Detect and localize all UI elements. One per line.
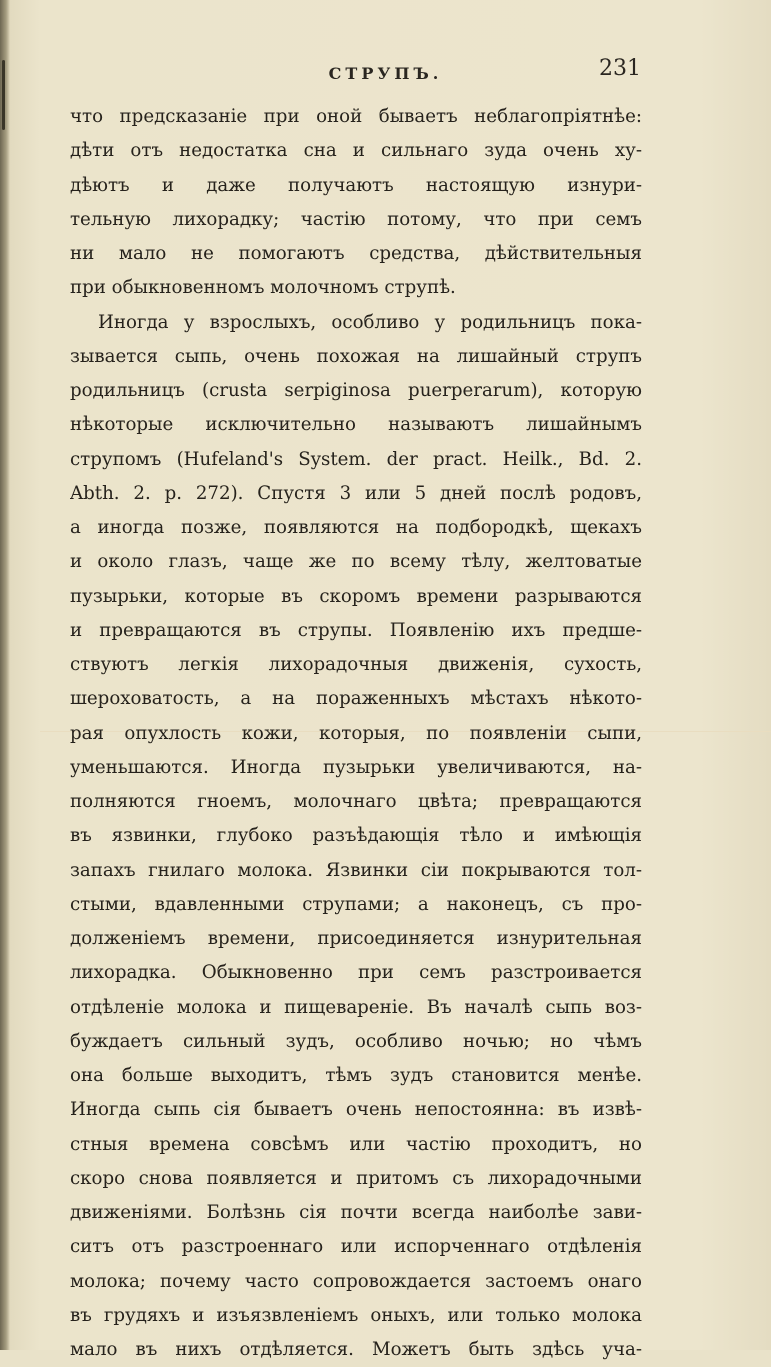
text-line: зывается сыпь, очень похожая на лишайный струпъ: [70, 345, 642, 367]
text-line: ствуютъ легкія лихорадочныя движенія, сухость,: [70, 654, 642, 675]
text-line: струпомъ (Hufeland's System. der pract. Heilk., Bd. 2.: [70, 448, 642, 470]
text-line: запахъ гнилаго молока. Язвинки сіи покрываются тол-: [70, 859, 642, 881]
text-line: ни мало не помогаютъ средства, дѣйствительныя: [70, 243, 642, 264]
text-line: Abth. 2. p. 272). Спустя 3 или 5 дней послѣ родовъ,: [70, 482, 642, 504]
text-line: тельную лихорадку; частію потому, что при семъ: [70, 208, 642, 230]
text-line: отдѣленіе молока и пищевареніе. Въ началѣ сыпь воз-: [70, 996, 642, 1018]
text-line: долженіемъ времени, присоединяется изнурительная: [70, 928, 642, 949]
text-line: Иногда сыпь сія бываетъ очень непостоянна: въ извѣ-: [70, 1099, 642, 1121]
text-line: буждаетъ сильный зудъ, особливо ночью; но чѣмъ: [70, 1030, 642, 1052]
text-line: Иногда у взрослыхъ, особливо у родильницъ пока-: [98, 311, 642, 333]
text-line: стныя времена совсѣмъ или частію проходитъ, но: [70, 1133, 642, 1155]
text-line: лихорадка. Обыкновенно при семъ разстроивается: [70, 962, 642, 984]
text-line: уменьшаются. Иногда пузырьки увеличиваются, на-: [70, 756, 642, 778]
text-line: нѣкоторые исключительно называютъ лишайнымъ: [70, 414, 642, 436]
text-line: въ язвинки, глубоко разъѣдающія тѣло и имѣющія: [70, 825, 642, 847]
text-line: въ грудяхъ и изъязвленіемъ оныхъ, или только молока: [70, 1304, 642, 1326]
text-line: дѣютъ и даже получаютъ настоящую изнури-: [70, 174, 642, 196]
text-line: скоро снова появляется и притомъ съ лихорадочными: [70, 1167, 642, 1189]
text-line: движеніями. Болѣзнь сія почти всегда наиболѣе зави-: [70, 1202, 642, 1223]
text-line: мало въ нихъ отдѣляется. Можетъ быть здѣсь уча-: [70, 1339, 642, 1360]
text-line: стыми, вдавленными струпами; а наконецъ, съ про-: [70, 893, 642, 915]
text-line: полняются гноемъ, молочнаго цвѣта; превращаются: [70, 791, 642, 812]
body-text: [70, 100, 642, 1367]
text-line: при обыкновенномъ молочномъ струпѣ.: [70, 277, 456, 299]
page-number: 231: [599, 56, 641, 81]
text-line: родильницъ (crusta serpiginosa puerperarum), которую: [70, 380, 642, 401]
text-line: молока; почему часто сопровождается застоемъ онаго: [70, 1270, 642, 1292]
text-line: и около глазъ, чаще же по всему тѣлу, желтоватые: [70, 551, 642, 573]
text-line: ситъ отъ разстроеннаго или испорченнаго отдѣленія: [70, 1236, 642, 1258]
text-line: пузырьки, которые въ скоромъ времени разрываются: [70, 585, 642, 607]
text-line: шероховатость, а на пораженныхъ мѣстахъ нѣкото-: [70, 688, 642, 710]
text-line: что предсказаніе при оной бываетъ неблагопріятнѣе:: [70, 106, 642, 127]
text-line: она больше выходитъ, тѣмъ зудъ становится менѣе.: [70, 1065, 642, 1086]
text-line: рая опухлость кожи, которыя, по появленіи сыпи,: [70, 722, 642, 744]
text-line: и превращаются въ струпы. Появленію ихъ предше-: [70, 619, 642, 641]
running-title: СТРУПЪ.: [328, 64, 443, 83]
text-line: а иногда позже, появляются на подбородкѣ, щекахъ: [70, 517, 642, 538]
text-line: дѣти отъ недостатка сна и сильнаго зуда очень ху-: [70, 140, 642, 162]
book-spine-shadow: [0, 0, 10, 1350]
